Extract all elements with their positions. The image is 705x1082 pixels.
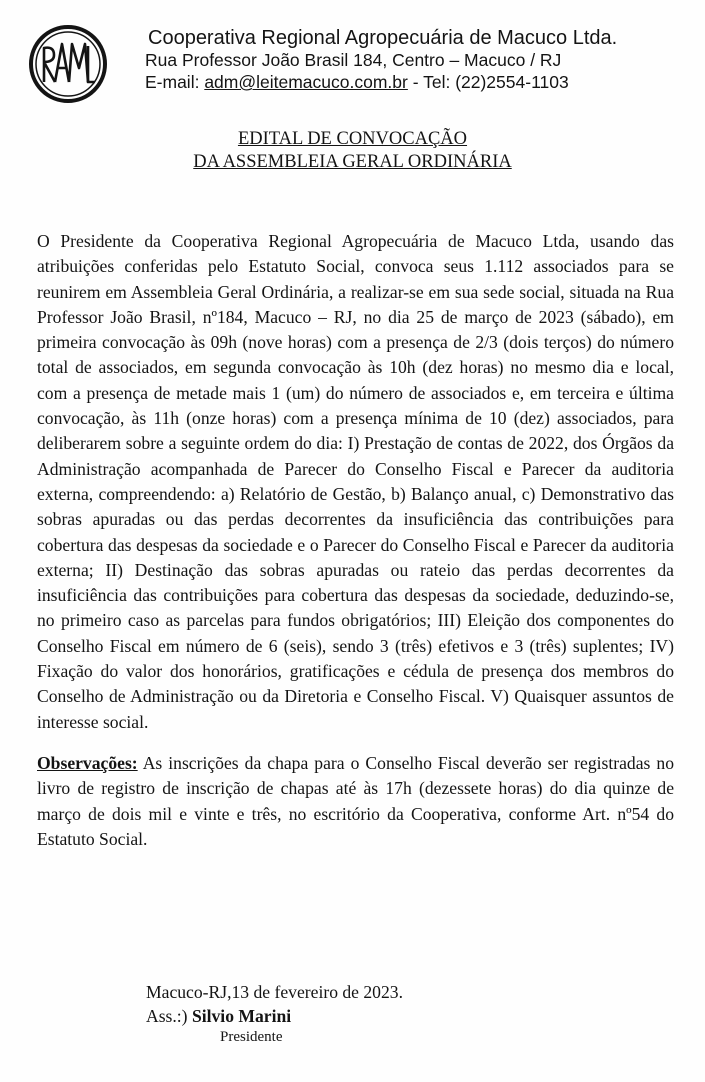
observations-paragraph	[37, 751, 674, 852]
ass-label: Ass.:)	[146, 1006, 192, 1026]
organization-name: Cooperativa Regional Agropecuária de Macuco Ltda.	[148, 27, 618, 49]
observations-label: Observações:	[37, 752, 138, 773]
document-body	[37, 229, 674, 852]
signer-name: Silvio Marini	[191, 1006, 292, 1026]
title-line-2: DA ASSEMBLEIA GERAL ORDINÁRIA	[193, 152, 512, 172]
email-label: E-mail:	[145, 72, 205, 92]
signature-block	[146, 980, 403, 1046]
cooperative-logo	[28, 24, 108, 104]
contact-line	[145, 71, 690, 94]
logo-text: CRAM	[68, 100, 71, 101]
email-link[interactable]: adm@leitemacuco.com.br	[204, 72, 408, 92]
phone-text: - Tel: (22)2554-1103	[407, 72, 569, 92]
date-line: Macuco-RJ,13 de fevereiro de 2023.	[146, 982, 403, 1002]
signature-line	[146, 1004, 403, 1028]
letterhead	[145, 26, 690, 94]
organization-address: Rua Professor João Brasil 184, Centro – Macuco / RJ	[145, 50, 562, 70]
signer-role: Presidente	[220, 1029, 283, 1045]
title-line-1: EDITAL DE CONVOCAÇÃO	[237, 129, 468, 149]
document-title	[0, 128, 705, 174]
convocation-paragraph: O Presidente da Cooperativa Regional Agropecuária de Macuco Ltda, usando das atribuições conferidas pelo Estatuto Social, convoca seus 1.112 associados para se reunirem em Assembleia Geral Ordinária, a realizar-se em sua sede social, situada na Rua Professor João Brasil, nº184, Macuco – RJ, no dia 25 de março de 2023 (sábado), em primeira convocação às 09h (nove horas) com a presença de 2/3 (dois terços) do número total de associados, em segunda convocação às 10h (dez horas) no mesmo dia e local, com a presença de metade mais 1 (um) do número de associados e, em terceira e última convocação, às 11h (onze horas) com a presença mínima de 10 (dez) associados, para deliberarem sobre a seguinte ordem do dia: I) Prestação de contas de 2022, dos Órgãos da Administração acompanhada de Parecer do Conselho Fiscal e Parecer da auditoria externa, compreendendo: a) Relatório de Gestão, b) Balanço anual, c) Demonstrativo das sobras apuradas ou das perdas decorrentes da insuficiência das contribuições para cobertura das despesas da sociedade e o Parecer do Conselho Fiscal e Parecer da auditoria externa; II) Destinação das sobras apuradas ou rateio das perdas decorrentes da insuficiência das contribuições para cobertura das despesas da sociedade, deduzindo-se, no primeiro caso as parcelas para fundos obrigatórios; III) Eleição dos componentes do Conselho Fiscal em número de 6 (seis), sendo 3 (três) efetivos e 3 (três) suplentes; IV) Fixação do valor dos honorários, gratificações e cédula de presença dos membros do Conselho de Administração ou da Diretoria e Conselho Fiscal. V) Quaisquer assuntos de interesse social.	[37, 231, 674, 732]
observations-text: As inscrições da chapa para o Conselho Fiscal deverão ser registradas no livro de registro de inscrição de chapas até às 17h (dezessete horas) do dia quinze de março de dois mil e vinte e três, no escritório da Cooperativa, conforme Art. nº54 do Estatuto Social.	[37, 752, 674, 849]
